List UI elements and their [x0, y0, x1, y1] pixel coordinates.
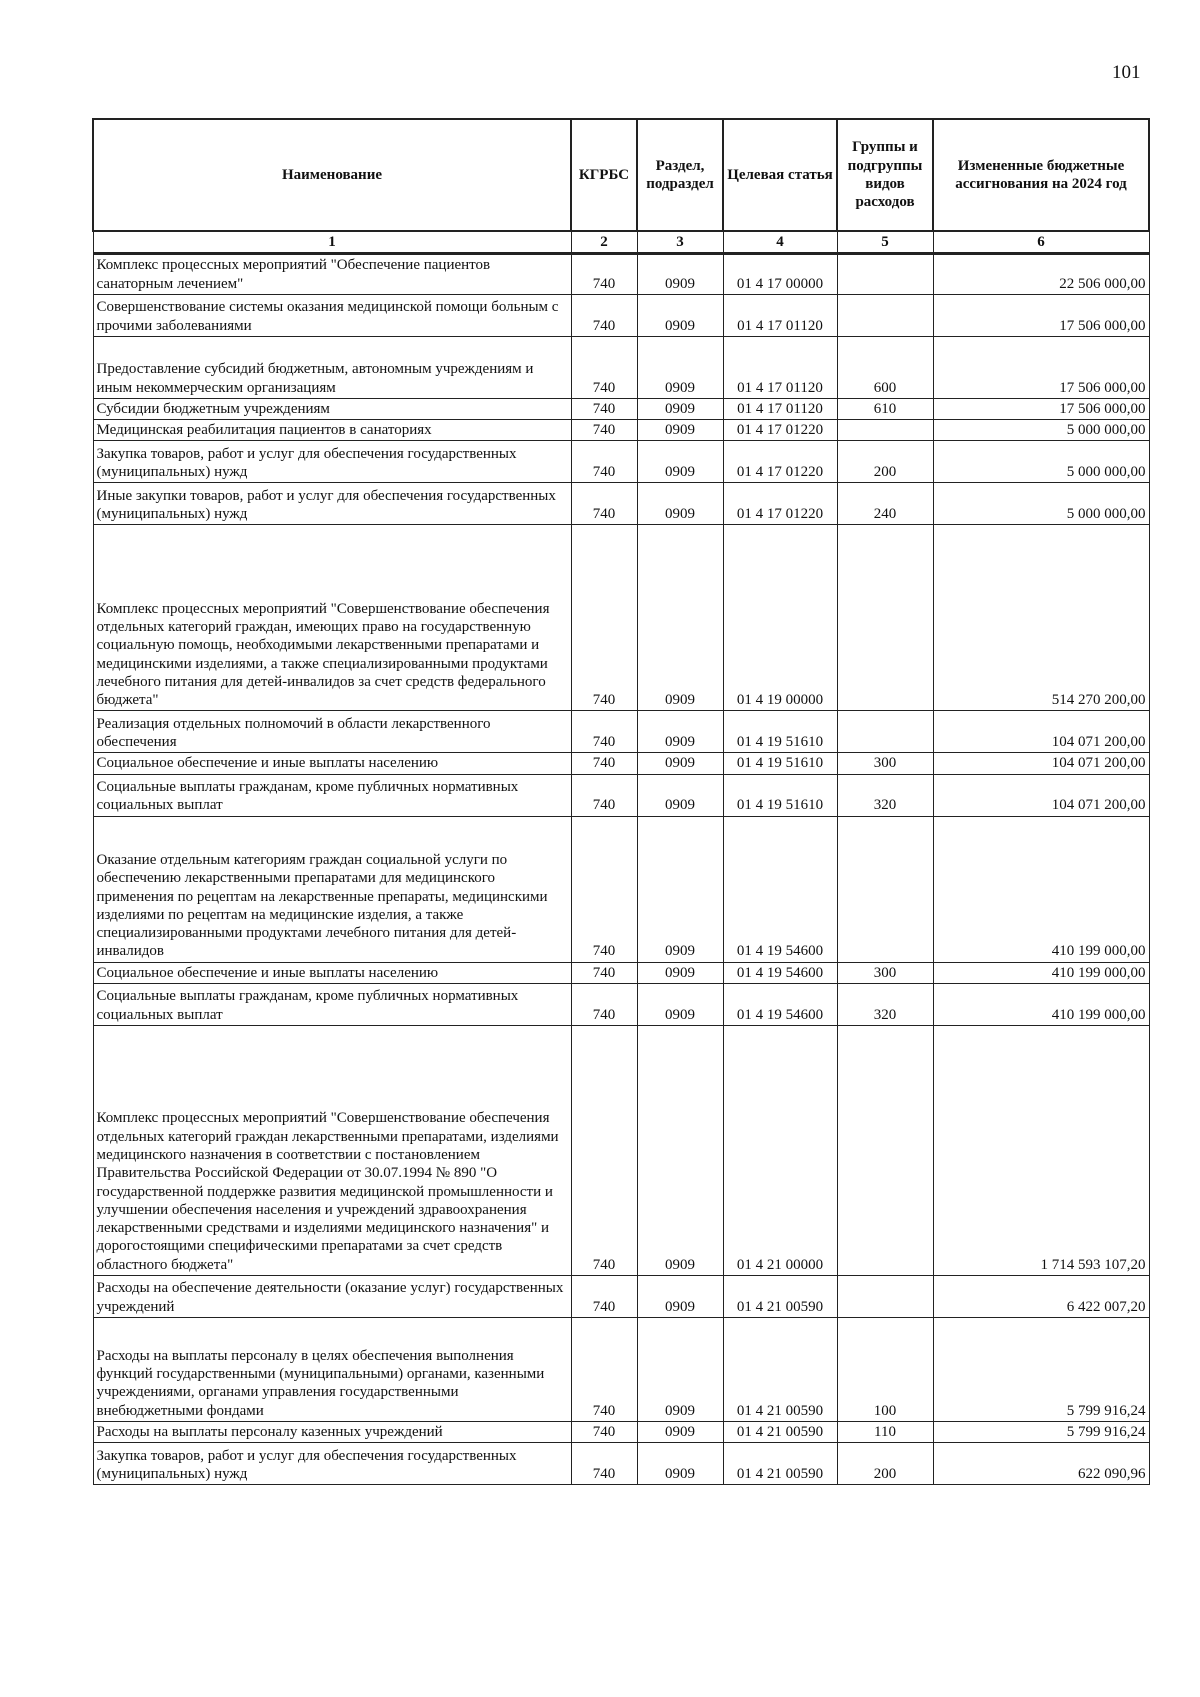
row-target: 01 4 17 01120 [723, 294, 837, 336]
table-row [93, 294, 1149, 336]
row-name: Социальное обеспечение и иные выплаты населению [93, 962, 571, 983]
table-row [93, 1276, 1149, 1318]
table-row [93, 483, 1149, 525]
table-row [93, 420, 1149, 441]
header-section: Раздел, подраздел [637, 119, 723, 231]
row-amount: 5 799 916,24 [933, 1422, 1149, 1443]
row-group: 600 [837, 336, 933, 398]
row-name: Социальные выплаты гражданам, кроме публичных нормативных социальных выплат [93, 984, 571, 1026]
table-row [93, 398, 1149, 419]
row-group [837, 1276, 933, 1318]
row-kgrbs: 740 [571, 816, 637, 962]
row-group: 300 [837, 753, 933, 774]
row-section: 0909 [637, 1026, 723, 1276]
row-section: 0909 [637, 398, 723, 419]
row-section: 0909 [637, 1318, 723, 1422]
row-kgrbs: 740 [571, 1276, 637, 1318]
page-number: 101 [1112, 62, 1141, 83]
table-row [93, 441, 1149, 483]
row-name: Реализация отдельных полномочий в области лекарственного обеспечения [93, 711, 571, 753]
row-target: 01 4 17 01220 [723, 420, 837, 441]
row-section: 0909 [637, 254, 723, 295]
row-section: 0909 [637, 962, 723, 983]
row-kgrbs: 740 [571, 336, 637, 398]
row-amount: 17 506 000,00 [933, 294, 1149, 336]
row-amount: 17 506 000,00 [933, 336, 1149, 398]
row-section: 0909 [637, 1422, 723, 1443]
row-amount: 5 799 916,24 [933, 1318, 1149, 1422]
row-section: 0909 [637, 1443, 723, 1485]
row-amount: 5 000 000,00 [933, 441, 1149, 483]
budget-table [92, 118, 1150, 1485]
row-kgrbs: 740 [571, 294, 637, 336]
row-name: Закупка товаров, работ и услуг для обеспечения государственных (муниципальных) нужд [93, 441, 571, 483]
row-group: 100 [837, 1318, 933, 1422]
row-name: Расходы на выплаты персоналу казенных учреждений [93, 1422, 571, 1443]
row-target: 01 4 21 00590 [723, 1276, 837, 1318]
row-group [837, 711, 933, 753]
row-kgrbs: 740 [571, 254, 637, 295]
row-target: 01 4 21 00590 [723, 1443, 837, 1485]
row-target: 01 4 21 00590 [723, 1422, 837, 1443]
table-row [93, 711, 1149, 753]
table-body [93, 254, 1149, 1485]
row-amount: 6 422 007,20 [933, 1276, 1149, 1318]
row-amount: 410 199 000,00 [933, 816, 1149, 962]
column-number: 2 [571, 231, 637, 254]
row-group: 240 [837, 483, 933, 525]
row-name: Оказание отдельным категориям граждан социальной услуги по обеспечению лекарственными препаратами для медицинского применения по рецептам на лекарственные препараты, медицинскими изделиями по рецептам на медицинские изделия, а также специализированными продуктами лечебного питания для детей-инвалидов [93, 816, 571, 962]
row-target: 01 4 19 00000 [723, 525, 837, 711]
column-number: 6 [933, 231, 1149, 254]
table-row [93, 816, 1149, 962]
row-name: Комплекс процессных мероприятий "Совершенствование обеспечения отдельных категорий граждан, имеющих право на государственную социальную помощь, необходимыми лекарственными препаратами и медицинскими изделиями, а также специализированными продуктами лечебного питания для детей-инвалидов за счет средств федерального бюджета" [93, 525, 571, 711]
row-amount: 622 090,96 [933, 1443, 1149, 1485]
row-name: Расходы на выплаты персоналу в целях обеспечения выполнения функций государственными (муниципальными) органами, казенными учреждениями, органами управления государственными внебюджетными фондами [93, 1318, 571, 1422]
row-target: 01 4 17 00000 [723, 254, 837, 295]
row-section: 0909 [637, 774, 723, 816]
header-target: Целевая статья [723, 119, 837, 231]
row-name: Субсидии бюджетным учреждениям [93, 398, 571, 419]
row-target: 01 4 21 00590 [723, 1318, 837, 1422]
row-target: 01 4 19 54600 [723, 962, 837, 983]
row-target: 01 4 17 01120 [723, 336, 837, 398]
row-name: Иные закупки товаров, работ и услуг для обеспечения государственных (муниципальных) нужд [93, 483, 571, 525]
row-amount: 410 199 000,00 [933, 984, 1149, 1026]
table-row [93, 254, 1149, 295]
row-section: 0909 [637, 441, 723, 483]
column-number: 5 [837, 231, 933, 254]
table-row [93, 984, 1149, 1026]
row-name: Расходы на обеспечение деятельности (оказание услуг) государственных учреждений [93, 1276, 571, 1318]
row-kgrbs: 740 [571, 1422, 637, 1443]
row-target: 01 4 17 01120 [723, 398, 837, 419]
row-kgrbs: 740 [571, 483, 637, 525]
row-section: 0909 [637, 483, 723, 525]
row-kgrbs: 740 [571, 525, 637, 711]
row-section: 0909 [637, 816, 723, 962]
header-row [93, 119, 1149, 231]
row-name: Социальные выплаты гражданам, кроме публичных нормативных социальных выплат [93, 774, 571, 816]
row-group: 200 [837, 441, 933, 483]
row-kgrbs: 740 [571, 962, 637, 983]
header-group: Группы и подгруппы видов расходов [837, 119, 933, 231]
row-amount: 104 071 200,00 [933, 753, 1149, 774]
row-group [837, 525, 933, 711]
column-number: 4 [723, 231, 837, 254]
row-kgrbs: 740 [571, 1026, 637, 1276]
column-number: 1 [93, 231, 571, 254]
row-section: 0909 [637, 294, 723, 336]
row-amount: 17 506 000,00 [933, 398, 1149, 419]
row-group: 300 [837, 962, 933, 983]
row-group [837, 816, 933, 962]
row-name: Медицинская реабилитация пациентов в санаториях [93, 420, 571, 441]
table-row [93, 1026, 1149, 1276]
row-section: 0909 [637, 753, 723, 774]
row-section: 0909 [637, 336, 723, 398]
row-group: 110 [837, 1422, 933, 1443]
row-group: 320 [837, 774, 933, 816]
row-kgrbs: 740 [571, 441, 637, 483]
row-amount: 104 071 200,00 [933, 711, 1149, 753]
row-kgrbs: 740 [571, 1318, 637, 1422]
row-target: 01 4 19 54600 [723, 816, 837, 962]
row-section: 0909 [637, 1276, 723, 1318]
row-section: 0909 [637, 711, 723, 753]
row-name: Социальное обеспечение и иные выплаты населению [93, 753, 571, 774]
row-group [837, 1026, 933, 1276]
header-name: Наименование [93, 119, 571, 231]
row-group: 200 [837, 1443, 933, 1485]
row-target: 01 4 17 01220 [723, 483, 837, 525]
row-target: 01 4 21 00000 [723, 1026, 837, 1276]
header-kgrbs: КГРБС [571, 119, 637, 231]
row-group [837, 294, 933, 336]
row-target: 01 4 19 51610 [723, 774, 837, 816]
row-section: 0909 [637, 984, 723, 1026]
row-kgrbs: 740 [571, 420, 637, 441]
table-row [93, 336, 1149, 398]
row-name: Совершенствование системы оказания медицинской помощи больным с прочими заболеваниями [93, 294, 571, 336]
row-group: 610 [837, 398, 933, 419]
row-kgrbs: 740 [571, 753, 637, 774]
row-amount: 514 270 200,00 [933, 525, 1149, 711]
row-kgrbs: 740 [571, 774, 637, 816]
row-amount: 5 000 000,00 [933, 483, 1149, 525]
column-number-row [93, 231, 1149, 254]
table-row [93, 753, 1149, 774]
row-kgrbs: 740 [571, 398, 637, 419]
row-target: 01 4 19 54600 [723, 984, 837, 1026]
row-target: 01 4 19 51610 [723, 753, 837, 774]
header-amount: Измененные бюджетные ассигнования на 2024 год [933, 119, 1149, 231]
row-section: 0909 [637, 525, 723, 711]
row-name: Предоставление субсидий бюджетным, автономным учреждениям и иным некоммерческим организациям [93, 336, 571, 398]
row-name: Комплекс процессных мероприятий "Совершенствование обеспечения отдельных категорий граждан лекарственными препаратами, изделиями медицинского назначения в соответствии с постановлением Правительства Российской Федерации от 30.07.1994 № 890 "О государственной поддержке развития медицинской промышленности и улучшении обеспечения населения и учреждений здравоохранения лекарственными средствами и изделиями медицинского назначения" и дорогостоящими специфическими препаратами за счет средств областного бюджета" [93, 1026, 571, 1276]
row-target: 01 4 19 51610 [723, 711, 837, 753]
row-kgrbs: 740 [571, 984, 637, 1026]
column-number: 3 [637, 231, 723, 254]
table-row [93, 1422, 1149, 1443]
row-group [837, 254, 933, 295]
row-amount: 5 000 000,00 [933, 420, 1149, 441]
row-amount: 22 506 000,00 [933, 254, 1149, 295]
row-target: 01 4 17 01220 [723, 441, 837, 483]
row-name: Закупка товаров, работ и услуг для обеспечения государственных (муниципальных) нужд [93, 1443, 571, 1485]
row-kgrbs: 740 [571, 1443, 637, 1485]
row-amount: 104 071 200,00 [933, 774, 1149, 816]
row-group [837, 420, 933, 441]
row-section: 0909 [637, 420, 723, 441]
row-group: 320 [837, 984, 933, 1026]
row-name: Комплекс процессных мероприятий "Обеспечение пациентов санаторным лечением" [93, 254, 571, 295]
table-row [93, 774, 1149, 816]
table-row [93, 1318, 1149, 1422]
table-row [93, 962, 1149, 983]
row-kgrbs: 740 [571, 711, 637, 753]
row-amount: 1 714 593 107,20 [933, 1026, 1149, 1276]
row-amount: 410 199 000,00 [933, 962, 1149, 983]
table-row [93, 525, 1149, 711]
table-row [93, 1443, 1149, 1485]
